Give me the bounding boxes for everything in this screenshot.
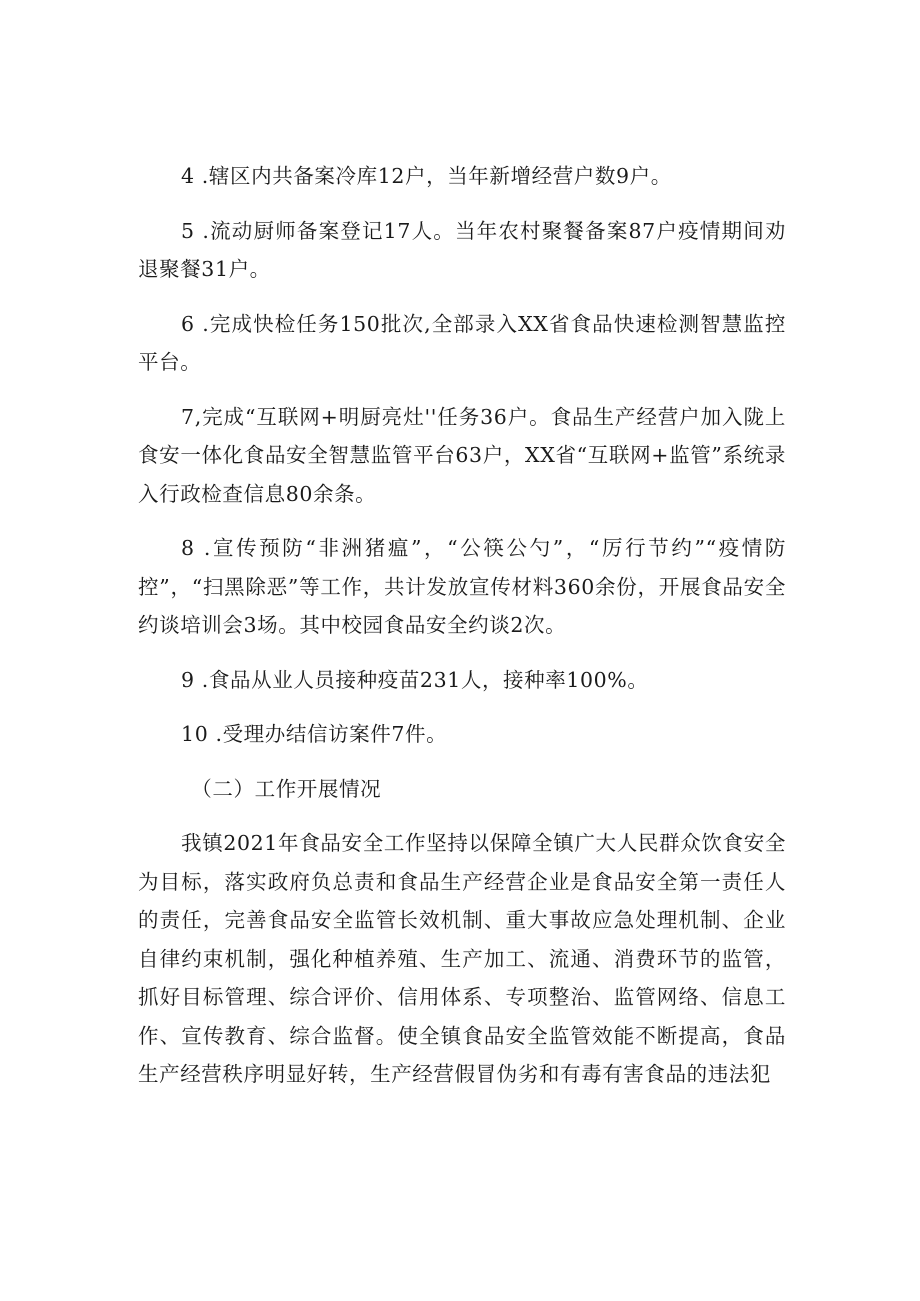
list-item-10: 10 .受理办结信访案件7件。: [181, 722, 448, 746]
list-item-8: 8 .宣传预防“非洲猪瘟”，“公筷公勺”，“厉行节约”“疫情防控”，“扫黑除恶”等工作，共计发放宣传材料360余份，开展食品安全约谈培训会3场。其中校园食品安全约谈2次。: [138, 536, 786, 637]
list-item-9: 9 .食品从业人员接种疫苗231人，接种率100%。: [181, 667, 649, 692]
list-item-5: 5 .流动厨师备案登记17人。当年农村聚餐备案87户疫情期间劝退聚餐31户。: [138, 218, 786, 281]
list-item-6: 6 .完成快检任务150批次,全部录入XX省食品快速检测智慧监控平台。: [138, 311, 786, 374]
body-paragraph: 我镇2021年食品安全工作坚持以保障全镇广大人民群众饮食安全为目标，落实政府负总责和食品生产经营企业是食品安全第一责任人的责任，完善食品安全监管长效机制、重大事故应急处理机制、企业自律约束机制，强化种植养殖、生产加工、流通、消费环节的监管，抓好目标管理、综合评价、信用体系、专项整治、监管网络、信息工作、宣传教育、综合监督。使全镇食品安全监管效能不断提高，食品生产经营秩序明显好转，生产经营假冒伪劣和有毒有害食品的违法犯: [138, 831, 786, 1086]
list-item-4: 4 .辖区内共备案冷库12户，当年新增经营户数9户。: [181, 164, 672, 188]
section-heading: （二）工作开展情况: [191, 776, 382, 801]
list-item-7: 7,完成“互联网+明厨亮灶''任务36户。食品生产经营户加入陇上食安一体化食品安全智慧监管平台63户，XX省“互联网+监管”系统录入行政检查信息80余条。: [138, 404, 786, 506]
document-body: [138, 157, 786, 1094]
